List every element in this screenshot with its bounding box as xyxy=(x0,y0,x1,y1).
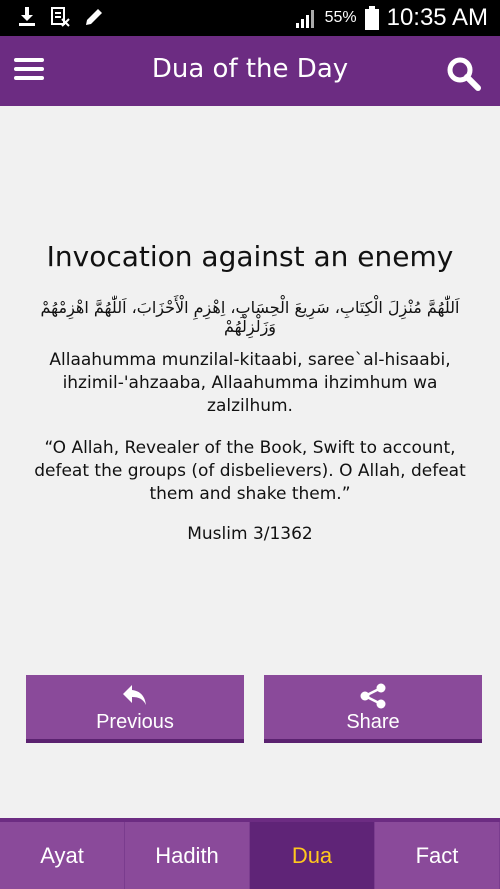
share-label: Share xyxy=(346,711,400,733)
blocked-message-icon xyxy=(50,7,70,27)
dua-translation: “O Allah, Revealer of the Book, Swift to account, defeat the groups (of disbelievers). O Allah, defeat them and shake them.” xyxy=(34,438,466,504)
dua-arabic-text: اَللّٰهُمَّ مُنْزِلَ الْكِتَابِ، سَرِيعَ الْحِسَابِ، اِهْزِمِ الْأَحْزَابَ، اَللّٰهُمَّ اهْزِمْهُمْ وَزَلْزِلْهُمْ xyxy=(40,298,460,336)
search-button[interactable] xyxy=(446,56,482,92)
app-bar xyxy=(0,36,500,106)
page-title: Dua of the Day xyxy=(151,54,349,84)
search-icon xyxy=(446,56,482,92)
status-bar-system xyxy=(295,4,488,32)
tab-dua[interactable]: Dua xyxy=(250,822,375,889)
edit-pencil-icon xyxy=(84,7,104,27)
share-button[interactable] xyxy=(264,675,482,743)
previous-label: Previous xyxy=(96,711,174,733)
share-icon xyxy=(359,683,387,709)
tab-fact[interactable]: Fact xyxy=(375,822,500,889)
dua-transliteration: Allaahumma munzilal-kitaabi, saree`al-hisaabi, ihzimil-'ahzaaba, Allaahumma ihzimhum wa zalzilhum. xyxy=(49,350,451,416)
battery-icon xyxy=(365,6,379,30)
tab-ayat[interactable]: Ayat xyxy=(0,822,125,889)
dua-title: Invocation against an enemy xyxy=(46,240,454,273)
previous-button[interactable] xyxy=(26,675,244,743)
download-icon xyxy=(18,7,36,27)
signal-icon xyxy=(295,7,317,29)
clock: 10:35 AM xyxy=(386,4,488,31)
status-bar-notifications xyxy=(18,7,104,27)
bottom-tab-bar xyxy=(0,818,500,889)
dua-reference: Muslim 3/1362 xyxy=(187,524,313,544)
tab-hadith[interactable]: Hadith xyxy=(125,822,250,889)
reply-arrow-icon xyxy=(122,683,148,707)
status-bar xyxy=(0,0,500,36)
battery-percent: 55% xyxy=(324,9,357,26)
